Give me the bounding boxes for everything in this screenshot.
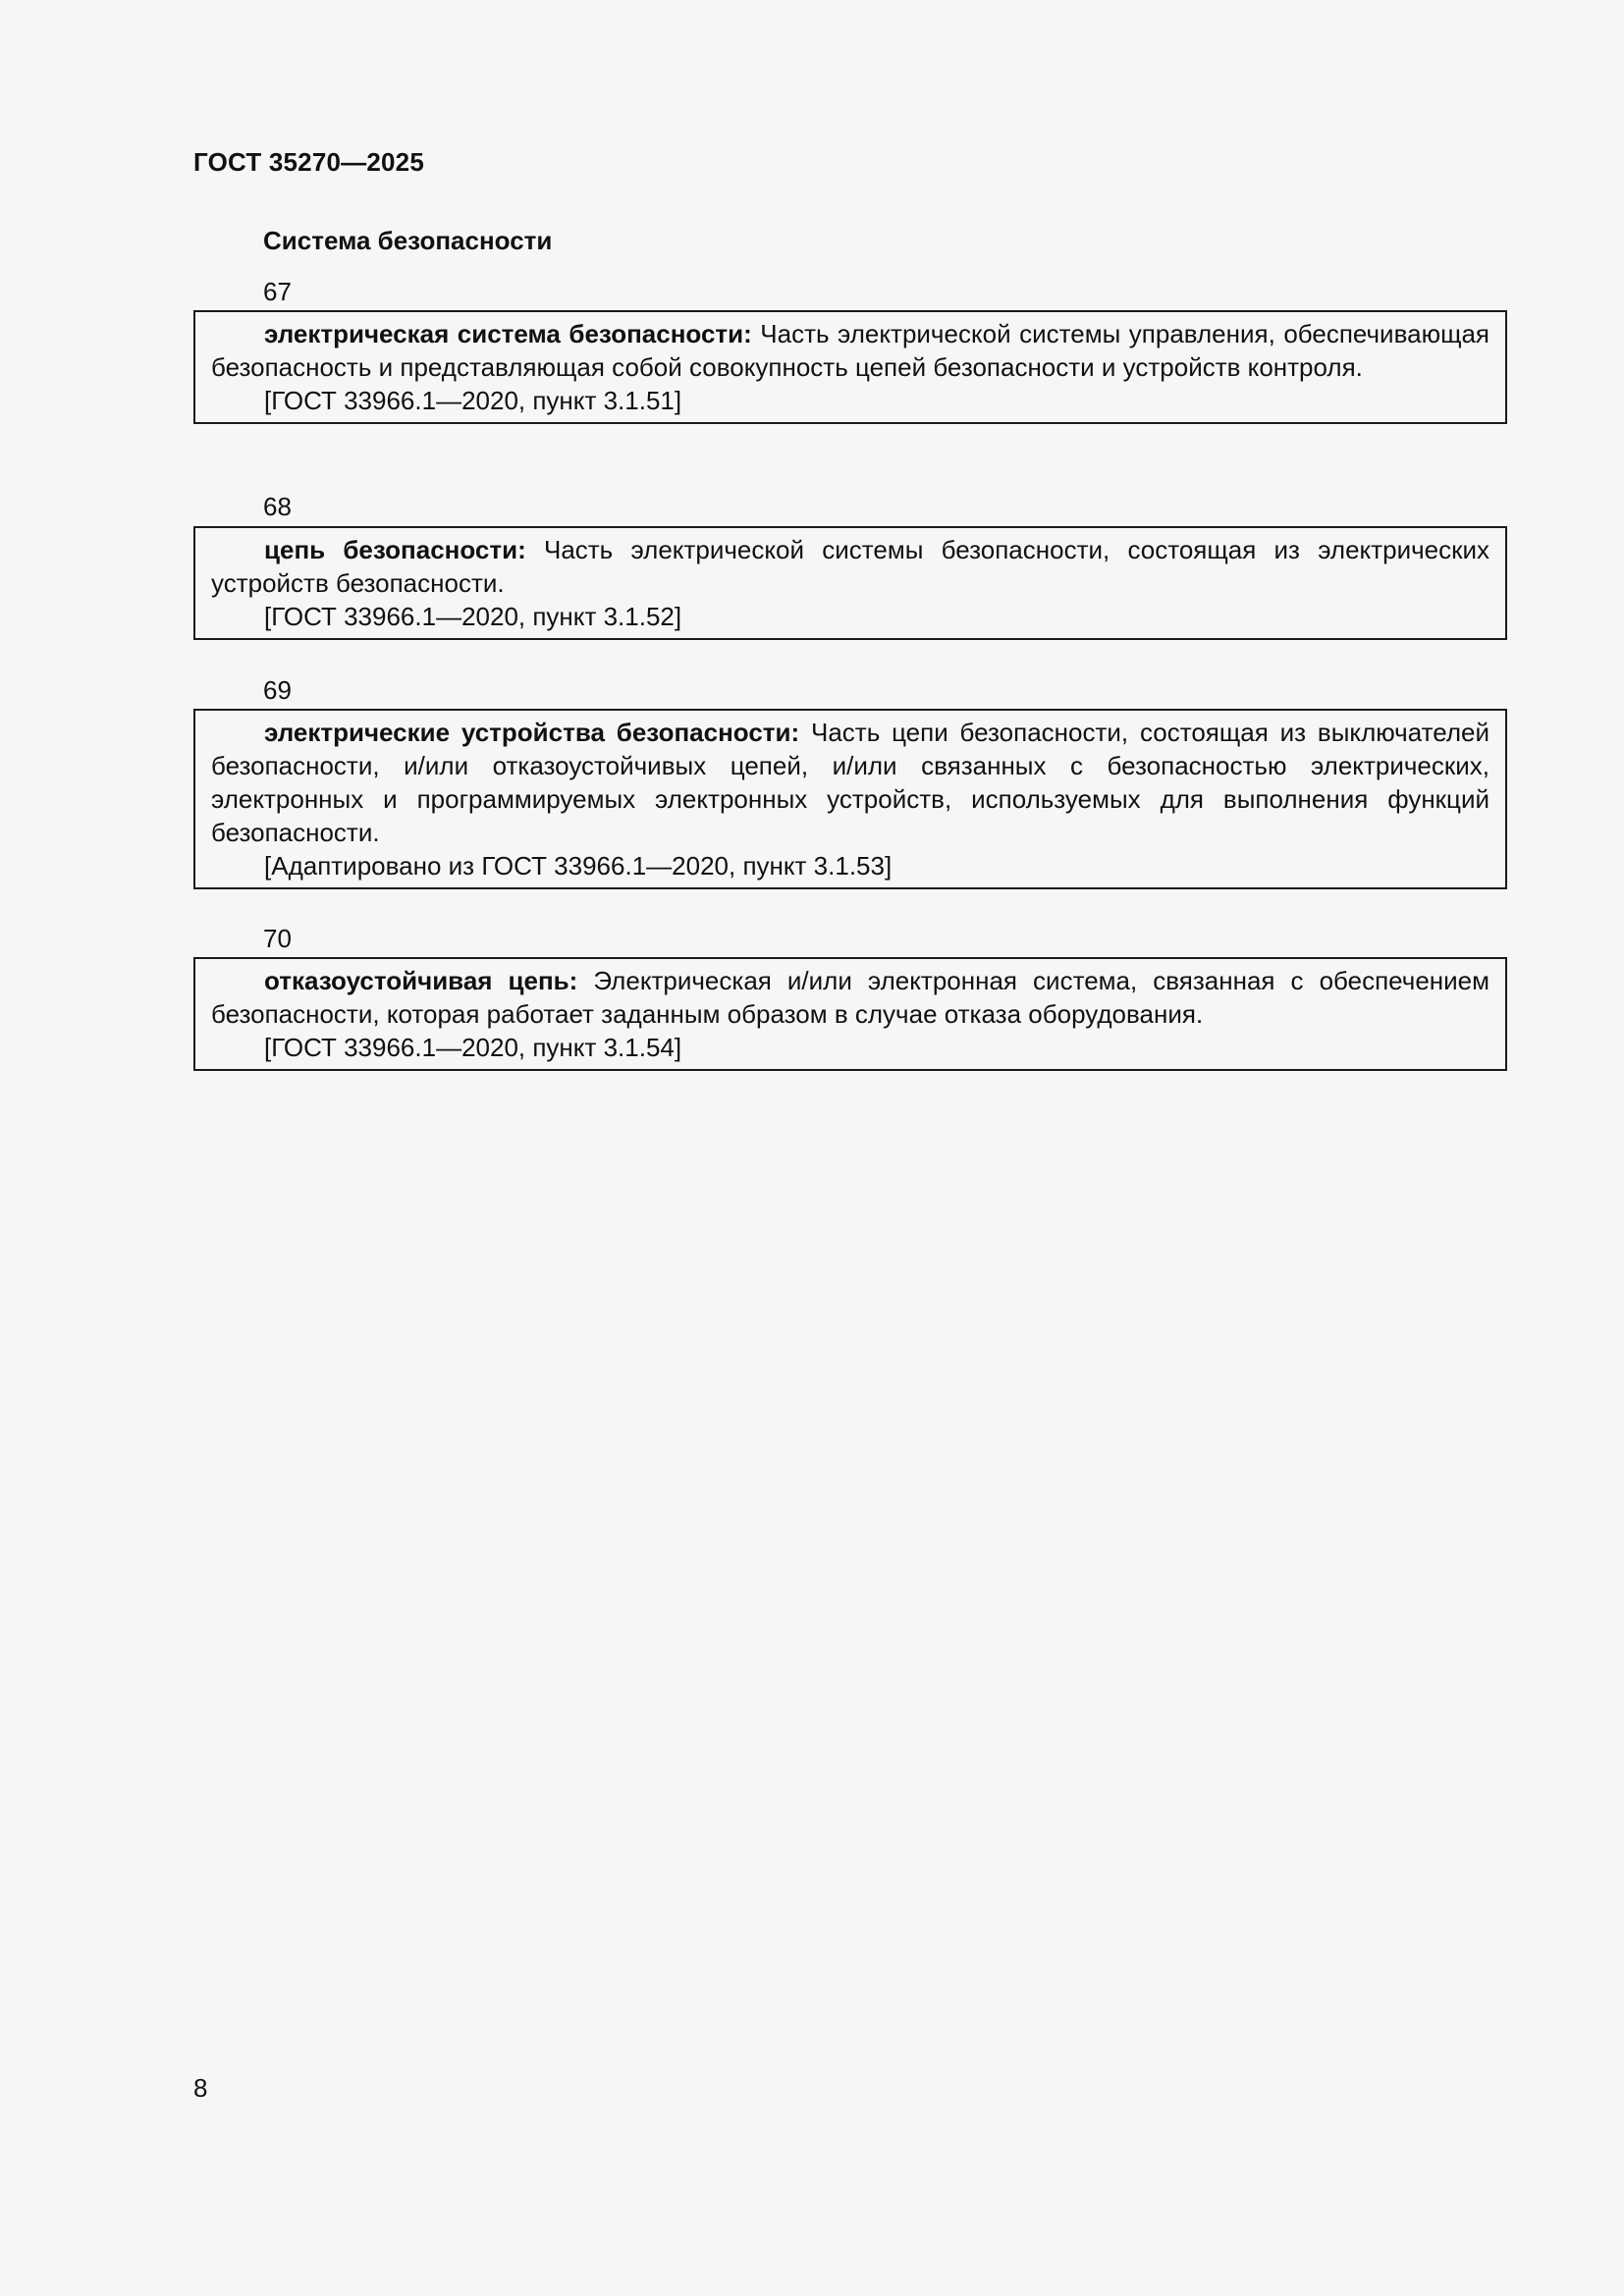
term-source: [ГОСТ 33966.1—2020, пункт 3.1.51] [264, 386, 682, 415]
term-source: [ГОСТ 33966.1—2020, пункт 3.1.54] [264, 1033, 682, 1062]
term-definition-text: Часть электрической системы безопасности, состоящая из электрических устройств безопасности. [211, 535, 1489, 598]
term-number: 68 [263, 492, 292, 521]
term-definition-text: Электрическая и/или электронная система, связанная с обеспечением безопасности, которая работает заданным образом в случае отказа оборудования. [211, 966, 1490, 1029]
term-name: электрические устройства безопасности: [264, 718, 800, 747]
term-box [193, 310, 1507, 424]
section-title: Система безопасности [263, 226, 553, 255]
page-number: 8 [193, 2073, 208, 2103]
term-number: 69 [263, 675, 292, 705]
term-source: [ГОСТ 33966.1—2020, пункт 3.1.52] [264, 602, 682, 631]
term-name: отказоустойчивая цепь: [264, 966, 578, 995]
term-number: 67 [263, 277, 292, 306]
document-header: ГОСТ 35270—2025 [193, 147, 424, 177]
term-definition [211, 317, 1489, 384]
term-name: электрическая система безопасности: [264, 319, 752, 348]
term-definition [211, 964, 1489, 1031]
term-name: цепь безопасности: [264, 535, 526, 564]
term-box [193, 709, 1507, 889]
term-box [193, 957, 1507, 1071]
term-box [193, 526, 1507, 640]
term-number: 70 [263, 924, 292, 953]
term-definition-text: Часть электрической системы управления, обеспечивающая безопасность и представляющая собой совокупность цепей безопасности и устройств контроля. [211, 319, 1489, 382]
term-source: [Адаптировано из ГОСТ 33966.1—2020, пункт 3.1.53] [264, 851, 893, 881]
term-definition [211, 533, 1489, 600]
term-definition-text: Часть цепи безопасности, состоящая из выключателей безопасности, и/или отказоустойчивых цепей, и/или связанных с безопасностью электрических, электронных и программируемых электронных устройств, используемых для выполнения функций безопасности. [211, 718, 1489, 847]
term-definition [211, 716, 1489, 849]
